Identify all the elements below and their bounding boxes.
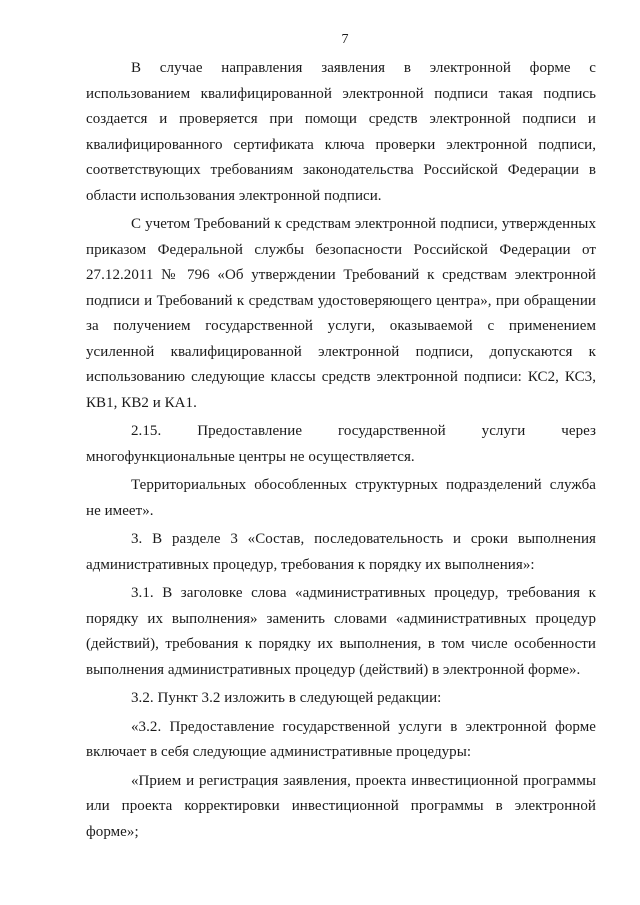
paragraph-electronic-signature-verification: В случае направления заявления в электронной форме с использованием квалифицированной электронной подписи такая подпись создается и проверяется при помощи средств электронной подписи и квалифицированного сертификата ключа проверки электронной подписи, соответствующих требованиям законодательства Российской Федерации в области использования электронной подписи. bbox=[86, 60, 596, 204]
paragraph-3-2-new-wording: 3.2. Пункт 3.2 изложить в следующей редакции: bbox=[131, 690, 442, 706]
paragraph-2-15-multifunctional-centers: 2.15. Предоставление государственной услуги через многофункциональные центры не осуществляется. bbox=[86, 423, 596, 465]
paragraph-section-3-heading: 3. В разделе 3 «Состав, последовательность и сроки выполнения административных процедур, требования к порядку их выполнения»: bbox=[86, 531, 596, 573]
paragraph-reception-registration: «Прием и регистрация заявления, проекта инвестиционной программы или проекта корректировки инвестиционной программы в электронной форме»; bbox=[86, 772, 596, 840]
paragraph-3-1-title-replacement: 3.1. В заголовке слова «административных процедур, требования к порядку их выполнения» заменить словами «административных процедур (действий), требования к порядку их выполнения, в том числе особенности выполнения административных процедур (действий) в электронной форме». bbox=[86, 585, 596, 678]
paragraph-territorial-subdivisions: Территориальных обособленных структурных подразделений служба не имеет». bbox=[86, 477, 596, 519]
paragraph-3-2-electronic-procedures: «3.2. Предоставление государственной услуги в электронной форме включает в себя следующие административные процедуры: bbox=[86, 718, 596, 760]
page-number: 7 bbox=[341, 32, 349, 47]
paragraph-signature-classes: С учетом Требований к средствам электронной подписи, утвержденных приказом Федеральной службы безопасности Российской Федерации от 27.12.2011 № 796 «Об утверждении Требований к средствам электронной подписи и Требований к средствам удостоверяющего центра», при обращении за получением государственной услуги, оказываемой с применением усиленной квалифицированной электронной подписи, допускаются к использованию следующие классы средств электронной подписи: КС2, КС3, КВ1, КВ2 и КА1. bbox=[86, 216, 596, 411]
